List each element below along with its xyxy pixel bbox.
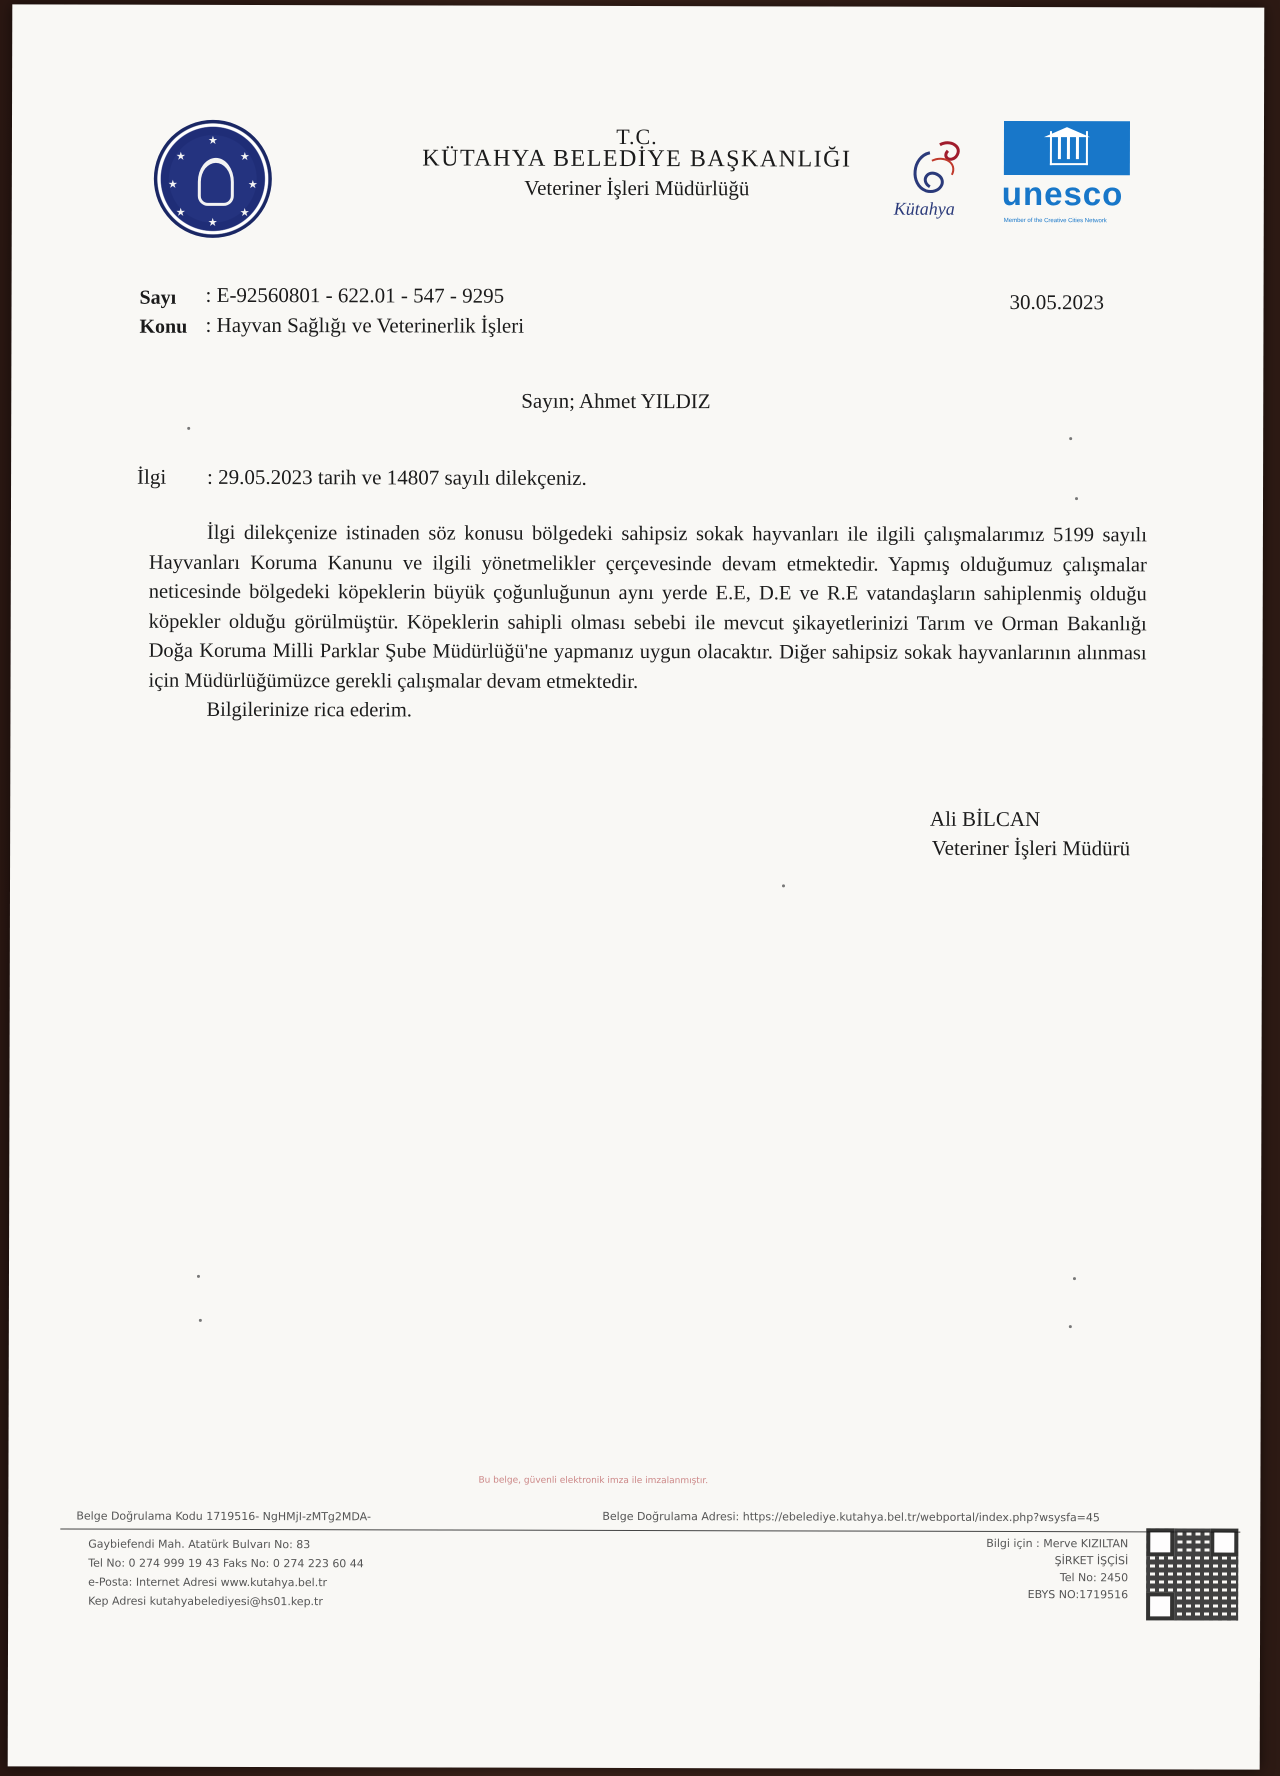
header-municipality: KÜTAHYA BELEDİYE BAŞKANLIĞI <box>422 145 852 173</box>
letter-body <box>148 519 1147 728</box>
ilgi-value: : 29.05.2023 tarih ve 14807 sayılı dilekçeniz. <box>207 464 587 490</box>
contact-line: Tel No: 2450 <box>1059 1571 1129 1585</box>
signatory-name: Ali BİLCAN <box>929 806 1041 832</box>
address-line: e-Posta: Internet Adresi www.kutahya.bel.tr <box>88 1575 328 1590</box>
body-paragraph: İlgi dilekçenize istinaden söz konusu bölgedeki sahipsiz sokak hayvanları ile ilgili çalışmalarımız 5199 sayılı Hayvanları Koruma Kanunu ve ilgili yönetmelikler çerçevesinde devam etmektedir. Yapmış olduğumuz çalışmalar neticesinde bölgedeki köpeklerin büyük çoğunluğunun aynı yerde E.E, D.E ve R.E vatandaşların sahiplenmiş olduğu köpekler olduğu görülmüştür. Köpeklerin sahipli olması sebebi ile mevcut şikayetlerinizi Tarım ve Orman Bakanlığı Doğa Koruma Milli Parklar Şube Müdürlüğü'ne yapmanız uygun olacaktır. Diğer sahipsiz sokak hayvanlarının alınması için Müdürlüğümüzce gerekli çalışmalar devam etmektedir. <box>148 521 1147 693</box>
letter-paper <box>8 4 1265 1769</box>
ilgi-label: İlgi <box>137 464 167 489</box>
unesco-tagline: Member of the Creative Cities Network <box>1003 217 1107 225</box>
letter-date: 30.05.2023 <box>1009 289 1105 315</box>
header-department: Veteriner İşleri Müdürlüğü <box>524 175 750 201</box>
sayi-label: Sayı <box>139 286 177 309</box>
contact-line: EBYS NO:1719516 <box>1027 1588 1129 1602</box>
address-line: Kep Adresi kutahyabelediyesi@hs01.kep.tr <box>88 1594 323 1609</box>
kutahya-logo <box>892 135 992 245</box>
unesco-wordmark: unesco <box>1001 174 1124 213</box>
esign-note: Bu belge, güvenli elektronik imza ile imzalanmıştır. <box>478 1475 709 1487</box>
header-tc: T.C. <box>616 123 658 150</box>
verify-code: Belge Doğrulama Kodu 1719516- NgHMjI-zMTg2MDA- <box>76 1509 371 1524</box>
kutahya-script: Kütahya <box>893 198 955 219</box>
verify-address[interactable]: Belge Doğrulama Adresi: https://ebelediye.kutahya.bel.tr/webportal/index.php?wsysfa=45 <box>602 1509 1100 1525</box>
lyre-icon <box>198 158 234 206</box>
konu-value: : Hayvan Sağlığı ve Veterinerlik İşleri <box>205 312 525 338</box>
contact-line: ŞİRKET İŞÇİSİ <box>1054 1554 1129 1568</box>
address-block <box>88 1535 364 1612</box>
contact-block <box>888 1535 1128 1604</box>
address-line: Gaybiefendi Mah. Atatürk Bulvarı No: 83 <box>88 1537 311 1552</box>
signatory-title: Veteriner İşleri Müdürü <box>931 835 1131 861</box>
sayi-value: : E-92560801 - 622.01 - 547 - 9295 <box>205 282 505 308</box>
temple-icon <box>1050 131 1088 165</box>
salutation: Sayın; Ahmet YILDIZ <box>521 388 711 414</box>
contact-line: Bilgi için : Merve KIZILTAN <box>986 1536 1129 1551</box>
kutahya-emblem-icon <box>892 135 992 245</box>
body-closing: Bilgilerinize rica ederim. <box>206 698 412 722</box>
municipality-seal-icon: ★ ★ ★ ★ ★ ★ ★ ★ <box>154 120 272 238</box>
qr-code-icon[interactable] <box>1146 1528 1238 1620</box>
unesco-temple-logo <box>1004 121 1130 175</box>
konu-label: Konu <box>139 315 188 338</box>
address-line: Tel No: 0 274 999 19 43 Faks No: 0 274 223 60 44 <box>88 1556 364 1571</box>
